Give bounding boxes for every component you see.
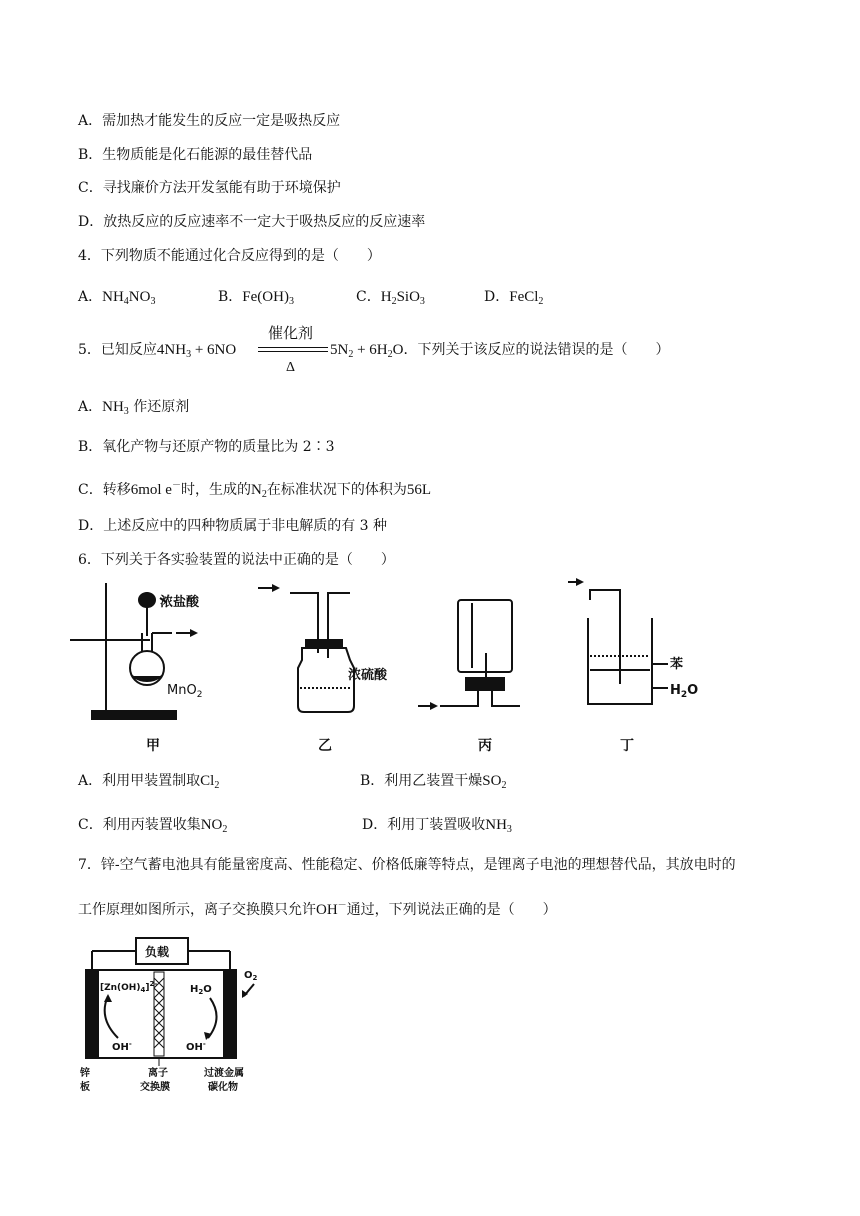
label-jia: 甲 — [146, 738, 160, 754]
label-zn-plate-2: 板 — [80, 1082, 90, 1093]
label-load: 负载 — [145, 945, 170, 959]
q3-option-d: D．放热反应的反应速率不一定大于吸热反应的反应速率 — [78, 214, 426, 230]
q5-option-a: A．$NH_3$ 作还原剂 — [78, 399, 190, 417]
q5-stem: 5．已知反应$4NH_3 + 6NO$ — [78, 342, 237, 360]
q4-option-b: B．$Fe(OH)_3$ — [218, 289, 294, 307]
apparatus-ding — [568, 578, 698, 704]
label-zn-complex: $[Zn(OH)_4]^{2-}$ — [100, 980, 158, 994]
q5-equal-sign-bottom — [258, 351, 328, 352]
q5-equal-sign-top — [258, 347, 328, 348]
label-o2: $O_2$ — [244, 970, 258, 982]
apparatus-bing — [418, 600, 520, 710]
q6-apparatus-figure — [0, 578, 860, 768]
q5-option-b: B．氧化产物与还原产物的质量比为 2∶3 — [78, 439, 335, 455]
q4-option-a: A．$NH_4NO_3$ — [78, 289, 156, 307]
q6-option-c: C．利用丙装置收集$NO_2$ — [78, 817, 228, 835]
label-zn-plate: 锌 — [80, 1068, 90, 1079]
q3-option-c: C．寻找廉价方法开发氢能有助于环境保护 — [78, 180, 341, 196]
label-oh-right: OH- — [186, 1040, 206, 1053]
q3-option-b: B．生物质能是化石能源的最佳替代品 — [78, 147, 313, 163]
label-h2so4: 浓硫酸 — [348, 668, 388, 683]
label-cathode-1: 过渡金属 — [204, 1068, 244, 1079]
q3-option-a: A．需加热才能发生的反应一定是吸热反应 — [78, 113, 341, 129]
q5-stem-products: $5N_2 + 6H_2O$．下列关于该反应的说法错误的是（ ） — [330, 342, 670, 360]
label-membrane-1: 离子 — [148, 1068, 168, 1079]
label-hcl: 浓盐酸 — [160, 595, 200, 610]
q5-heat-label: Δ — [286, 360, 296, 375]
label-cathode-2: 碳化物 — [208, 1082, 238, 1093]
label-ben: 苯 — [670, 657, 684, 672]
label-h2o-right: $H_2O$ — [190, 984, 212, 996]
q7-stem-line2: 工作原理如图所示，离子交换膜只允许OH－通过，下列说法正确的是（ ） — [78, 901, 557, 918]
label-bing: 丙 — [478, 738, 492, 754]
q5-catalyst-label: 催化剂 — [268, 324, 314, 342]
q7-battery-figure — [78, 934, 278, 1104]
q5-option-c: C．转移6mol e－时，生成的$N_2$在标准状况下的体积为56L — [78, 481, 431, 500]
label-h2o: $H_2O$ — [670, 683, 699, 700]
label-membrane-2: 交换膜 — [140, 1082, 170, 1093]
q4-option-c: C．$H_2SiO_3$ — [356, 289, 425, 307]
apparatus-jia — [70, 583, 202, 719]
label-yi: 乙 — [318, 738, 332, 754]
q6-option-d: D．利用丁装置吸收$NH_3$ — [362, 817, 512, 835]
label-mno2: MnO$_2$ — [167, 683, 203, 700]
q5-option-d: D．上述反应中的四种物质属于非电解质的有 3 种 — [78, 518, 388, 534]
q4-option-d: D．FeCl$_2$ — [484, 289, 544, 307]
q6-stem: 6．下列关于各实验装置的说法中正确的是（ ） — [78, 552, 395, 568]
q4-stem: 4．下列物质不能通过化合反应得到的是（ ） — [78, 248, 381, 264]
q7-stem-line1: 7．锌-空气蓄电池具有能量密度高、性能稳定、价格低廉等特点，是锂离子电池的理想替代品，其放电时的 — [78, 857, 736, 873]
q6-option-b: B．利用乙装置干燥$SO_2$ — [360, 773, 507, 791]
label-oh-left: OH- — [112, 1040, 132, 1053]
q6-option-a: A．利用甲装置制取$Cl_2$ — [78, 773, 220, 791]
apparatus-yi — [258, 584, 388, 712]
label-ding: 丁 — [620, 738, 634, 754]
